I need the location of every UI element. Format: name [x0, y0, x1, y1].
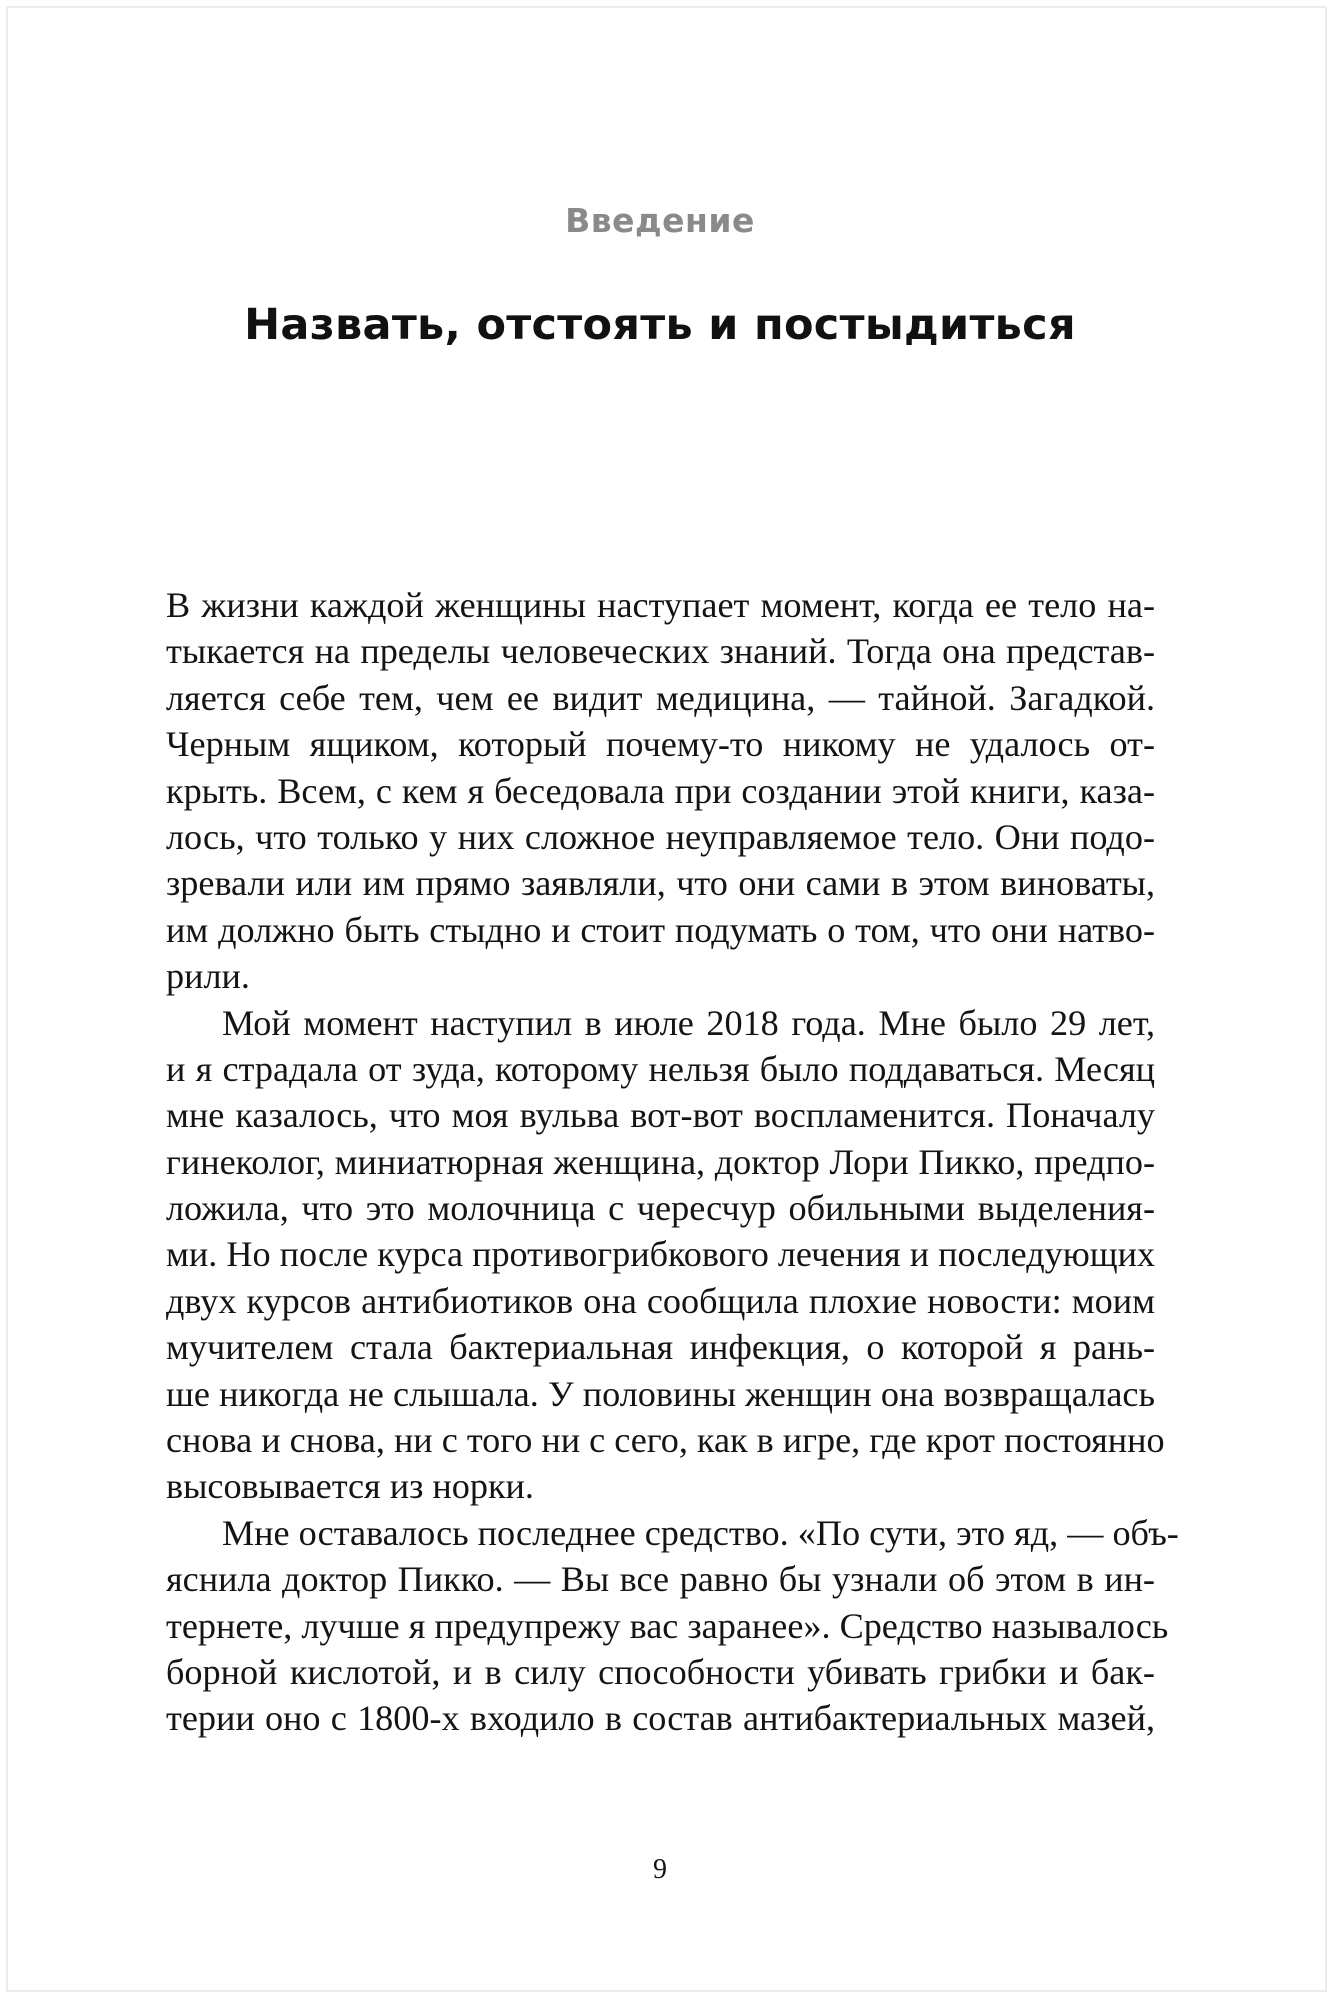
body-text: [166, 582, 1179, 1742]
text-line: зревали или им прямо заявляли, что они сами в этом виноваты,: [166, 863, 1155, 904]
text-line: ми. Но после курса противогрибкового лечения и последующих: [166, 1234, 1156, 1275]
text-line: ляется себе тем, чем ее видит медицина, — тайной. Загадкой.: [166, 677, 1155, 718]
text-line: крыть. Всем, с кем я беседовала при создании этой книги, каза-: [166, 770, 1155, 811]
text-line: яснила доктор Пикко. — Вы все равно бы узнали об этом в ин-: [166, 1559, 1155, 1600]
text-line: терии оно с 1800-х входило в состав антибактериальных мазей,: [166, 1698, 1155, 1739]
text-line: мучителем стала бактериальная инфекция, о которой я рань-: [166, 1327, 1155, 1368]
text-line: тыкается на пределы человеческих знаний. Тогда она представ-: [166, 631, 1155, 672]
text-line: им должно быть стыдно и стоит подумать о том, что они натво-: [166, 909, 1155, 950]
text-line: высовывается из норки.: [166, 1466, 534, 1507]
text-line: тернете, лучше я предупрежу вас заранее». Средство называлось: [166, 1605, 1169, 1646]
text-line: ложила, что это молочница с чересчур обильными выделения-: [166, 1188, 1155, 1229]
chapter-title: Назвать, отстоять и постыдиться: [244, 300, 1076, 350]
text-line: В жизни каждой женщины наступает момент, когда ее тело на-: [166, 585, 1155, 625]
text-line: и я страдала от зуда, которому нельзя было поддаваться. Месяц: [166, 1048, 1155, 1089]
page-number: 9: [653, 1854, 667, 1885]
text-line: двух курсов антибиотиков она сообщила плохие новости: моим: [166, 1280, 1155, 1321]
text-line: снова и снова, ни с того ни с сего, как в игре, где крот постоянно: [166, 1420, 1165, 1461]
text-line: Мой момент наступил в июле 2018 года. Мне было 29 лет,: [222, 1002, 1155, 1043]
section-label: Введение: [565, 201, 755, 240]
text-line: Черным ящиком, который почему-то никому не удалось от-: [166, 724, 1155, 765]
text-line: ше никогда не слышала. У половины женщин она возвращалась: [166, 1373, 1155, 1414]
text-line: гинеколог, миниатюрная женщина, доктор Лори Пикко, предпо-: [166, 1141, 1155, 1182]
text-line: борной кислотой, и в силу способности убивать грибки и бак-: [166, 1651, 1155, 1692]
text-line: мне казалось, что моя вульва вот-вот воспламенится. Поначалу: [166, 1095, 1155, 1136]
text-line: лось, что только у них сложное неуправляемое тело. Они подо-: [166, 816, 1155, 857]
text-line: Мне оставалось последнее средство. «По сути, это яд, — объ-: [222, 1512, 1179, 1553]
text-line: рили.: [166, 956, 250, 997]
